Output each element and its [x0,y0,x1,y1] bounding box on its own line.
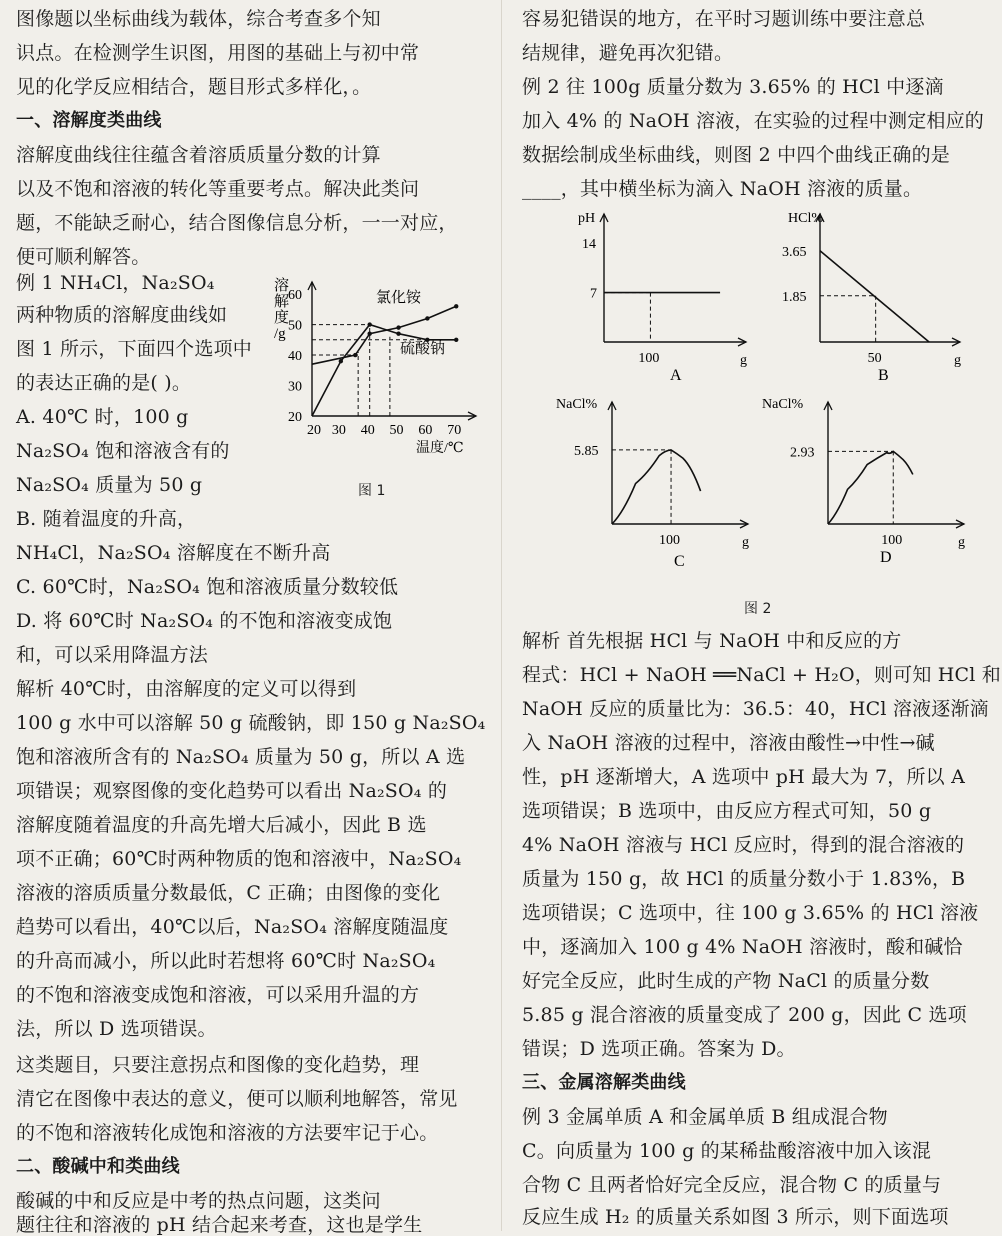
text-line: 项错误；观察图像的变化趋势可以看出 Na₂SO₄ 的 [16,780,448,802]
text-line: 加入 4% 的 NaOH 溶液，在实验的过程中测定相应的 [522,110,984,132]
x-axis-label: g [954,353,961,368]
y-tick-label: 30 [288,379,302,395]
y-axis-label: NaCl% [762,397,804,412]
text-line: 入 NaOH 溶液的过程中，溶液由酸性→中性→碱 [522,732,935,754]
y-axis-label: NaCl% [556,397,598,412]
text-line: C。向质量为 100 g 的某稀盐酸溶液中加入该混 [522,1140,932,1162]
text-line: 的不饱和溶液转化成饱和溶液的方法要牢记于心。 [16,1122,439,1144]
y-tick-label: 60 [288,288,302,304]
text-line: 溶解度随着温度的升高先增大后减小，因此 B 选 [16,814,427,836]
text-line: 酸碱的中和反应是中考的热点问题，这类问 [16,1190,381,1212]
y-axis-label-char: /g [274,326,286,342]
text-line: 题往往和溶液的 pH 结合起来考查，这也是学生 [16,1214,423,1236]
series-label-sodium-sulfate: 硫酸钠 [400,341,446,357]
x-axis-label: g [740,353,747,368]
text-line: 溶液的溶质质量分数最低，C 正确；由图像的变化 [16,882,441,904]
figure-2-caption: 图 2 [744,601,772,617]
series-line-sodium-sulfate [312,325,456,416]
text-line: 好完全反应，此时生成的产物 NaCl 的质量分数 [522,970,930,992]
text-line: 数据绘制成坐标曲线，则图 2 中四个曲线正确的是 [522,144,950,166]
section-heading: 二、酸碱中和类曲线 [16,1156,180,1177]
text-line: NaOH 反应的质量比为：36.5：40，HCl 溶液逐渐滴 [522,698,989,720]
panel-label: A [670,367,682,384]
curve [828,451,913,524]
x-tick-label: 20 [307,423,321,438]
figure-2a-ph-chart [556,206,756,386]
y-tick-label: 2.93 [790,445,815,461]
text-line: 4% NaOH 溶液与 HCl 反应时，得到的混合溶液的 [522,834,965,856]
curve [612,450,701,524]
text-line: 以及不饱和溶液的转化等重要考点。解决此类问 [16,178,420,200]
y-axis-label-char: 溶 [274,278,290,294]
text-line: 的不饱和溶液变成饱和溶液，可以采用升温的方 [16,984,420,1006]
text-line: D. 将 60℃时 Na₂SO₄ 的不饱和溶液变成饱 [16,610,393,632]
text-line: NH₄Cl，Na₂SO₄ 溶解度在不断升高 [16,542,331,564]
figure-1-solubility-chart [270,276,490,466]
x-axis-label: 温度/℃ [416,441,464,456]
text-line: B. 随着温度的升高， [16,508,197,530]
text-line: 5.85 g 混合溶液的质量变成了 200 g，因此 C 选项 [522,1004,967,1026]
text-line: 100 g 水中可以溶解 50 g 硫酸钠，即 150 g Na₂SO₄ [16,712,486,734]
x-tick-label: 50 [867,351,882,366]
text-line: 例 3 金属单质 A 和金属单质 B 组成混合物 [522,1106,888,1128]
panel-label: D [880,549,892,566]
x-tick-label: 60 [418,423,433,438]
column-divider [501,0,502,1231]
text-line: C. 60℃时，Na₂SO₄ 饱和溶液质量分数较低 [16,576,399,598]
text-line: 错误；D 选项正确。答案为 D。 [522,1038,796,1060]
data-point [454,304,458,308]
y-axis-label-char: 解 [274,294,290,310]
figure-2c-nacl-chart [556,392,756,572]
text-line: 选项错误；C 选项中，往 100 g 3.65% 的 HCl 溶液 [522,902,979,924]
x-tick-label: 50 [389,423,404,438]
text-line: 例 1 NH₄Cl，Na₂SO₄ [16,272,215,294]
text-line: 便可顺利解答。 [16,246,151,268]
text-line: ____，其中横坐标为滴入 NaOH 溶液的质量。 [522,178,923,200]
text-line: 容易犯错误的地方，在平时习题训练中要注意总 [522,8,926,30]
data-point [367,332,371,336]
text-line: A. 40℃ 时，100 g [16,406,189,428]
x-axis-label: g [958,535,965,550]
text-line: 中，逐滴加入 100 g 4% NaOH 溶液时，酸和碱恰 [522,936,963,958]
y-tick-label: 14 [582,237,596,253]
data-point [425,316,429,320]
y-tick-label: 50 [288,318,302,334]
text-line: 选项错误；B 选项中，由反应方程式可知，50 g [522,800,932,822]
x-tick-label: 100 [659,533,681,548]
x-axis-label: g [742,535,749,550]
x-tick-label: 100 [638,351,660,366]
text-line: 结规律，避免再次犯错。 [522,42,734,64]
text-line: 质量为 150 g，故 HCl 的质量分数小于 1.83%，B [522,868,966,890]
text-line: 图 1 所示，下面四个选项中 [16,338,252,360]
text-line: 的升高而减小，所以此时若想将 60℃时 Na₂SO₄ [16,950,436,972]
y-tick-label: 7 [590,286,597,302]
section-heading: 一、溶解度类曲线 [16,110,162,131]
data-point [454,338,458,342]
text-line: Na₂SO₄ 饱和溶液含有的 [16,440,230,462]
text-line: 清它在图像中表达的意义，便可以顺利地解答，常见 [16,1088,458,1110]
text-line: 溶解度曲线往往蕴含着溶质质量分数的计算 [16,144,381,166]
text-line: 解析 首先根据 HCl 与 NaOH 中和反应的方 [522,630,902,652]
series-label-ammonium-chloride: 氯化铵 [376,290,422,306]
data-point [339,359,343,363]
data-point [396,332,400,336]
panel-label: C [674,553,685,570]
y-tick-label: 40 [288,349,302,365]
y-tick-label: 5.85 [574,443,599,459]
text-line: 性，pH 逐渐增大，A 选项中 pH 最大为 7，所以 A [522,766,966,788]
text-line: 合物 C 且两者恰好完全反应，混合物 C 的质量与 [522,1174,942,1196]
panel-label: B [878,367,889,384]
section-heading: 三、金属溶解类曲线 [522,1072,686,1093]
text-line: 题，不能缺乏耐心，结合图像信息分析，一一对应， [16,212,458,234]
y-tick-label: 20 [288,410,302,425]
text-line: 两种物质的溶解度曲线如 [16,304,228,326]
text-line: 饱和溶液所含有的 Na₂SO₄ 质量为 50 g，所以 A 选 [16,746,466,768]
y-axis-label: HCl% [788,211,823,226]
figure-2b-hcl-chart [768,206,968,386]
text-line: 的表达正确的是( )。 [16,372,192,394]
curve [820,251,929,342]
figure-1-caption: 图 1 [358,483,386,499]
text-line: 这类题目，只要注意拐点和图像的变化趋势，理 [16,1054,420,1076]
y-axis-label: pH [578,211,596,226]
figure-2d-nacl-chart [762,392,968,572]
x-tick-label: 100 [881,533,903,548]
text-line: 项不正确；60℃时两种物质的饱和溶液中，Na₂SO₄ [16,848,462,870]
y-tick-label: 1.85 [782,289,807,305]
text-line: Na₂SO₄ 质量为 50 g [16,474,203,496]
y-axis-label-char: 度 [274,310,290,326]
text-line: 法，所以 D 选项错误。 [16,1018,217,1040]
y-tick-label: 3.65 [782,244,807,260]
x-tick-label: 30 [331,423,346,438]
text-line: 识点。在检测学生识图，用图的基础上与初中常 [16,42,420,64]
text-line: 程式：HCl + NaOH ══NaCl + H₂O，则可知 HCl 和 [522,664,1001,686]
data-point [353,353,357,357]
text-line: 见的化学反应相结合，题目形式多样化，。 [16,76,372,98]
text-line: 例 2 往 100g 质量分数为 3.65% 的 HCl 中逐滴 [522,76,944,98]
text-line: 趋势可以看出，40℃以后，Na₂SO₄ 溶解度随温度 [16,916,449,938]
x-tick-label: 40 [360,423,375,438]
text-line: 解析 40℃时，由溶解度的定义可以得到 [16,678,357,700]
text-line: 和，可以采用降温方法 [16,644,209,666]
text-line: 反应生成 H₂ 的质量关系如图 3 所示，则下面选项 [522,1206,949,1228]
x-tick-label: 70 [447,423,462,438]
text-line: 图像题以坐标曲线为载体，综合考查多个知 [16,8,381,30]
data-point [367,322,371,326]
data-point [396,325,400,329]
